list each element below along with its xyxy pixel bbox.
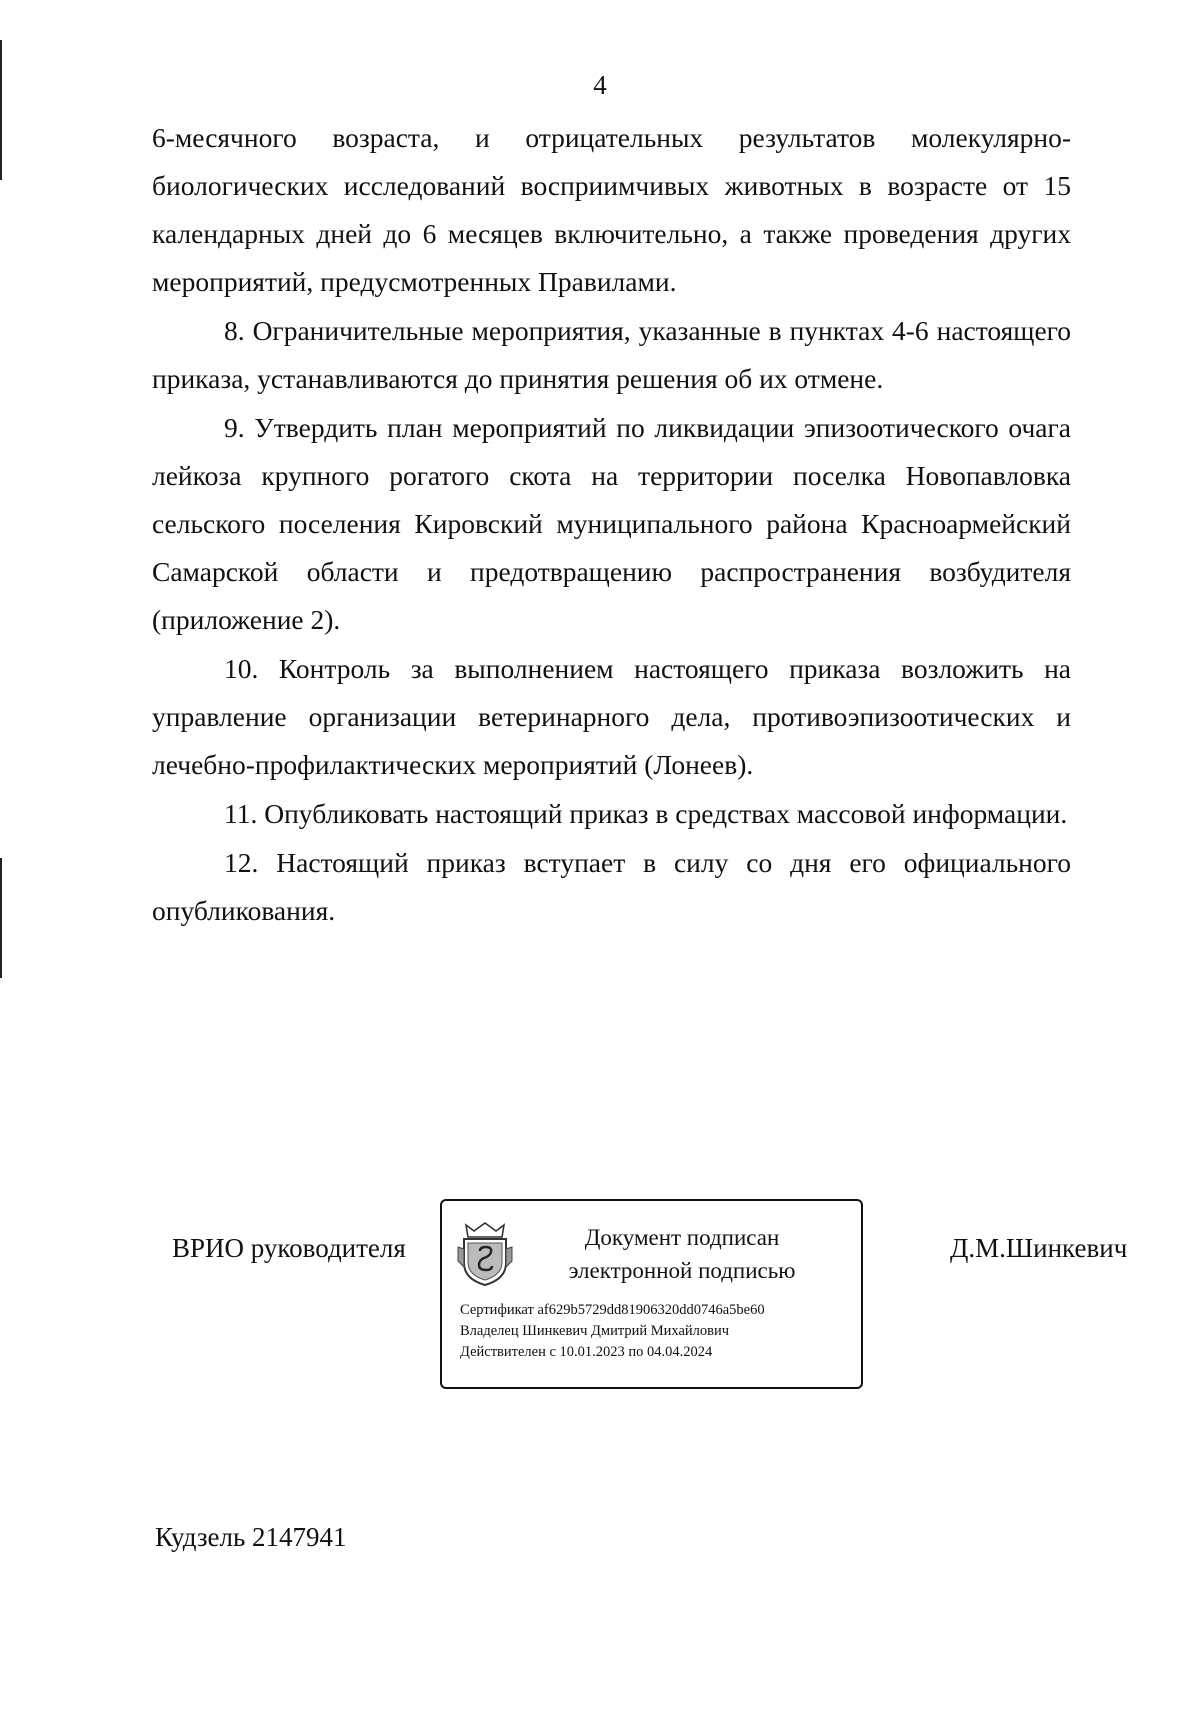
executor-note: Кудзель 2147941 xyxy=(155,1522,347,1552)
page-number: 4 xyxy=(593,70,607,100)
body-paragraph: 10. Контроль за выполнением настоящего приказа возложить на управление организации ветеринарного дела, противоэпизоотических и лечебно-профилактических мероприятий (Лонеев). xyxy=(152,653,1071,780)
stamp-validity: Действителен с 10.01.2023 по 04.04.2024 xyxy=(460,1344,713,1360)
stamp-heading-line1: Документ подписан xyxy=(584,1225,780,1250)
samara-coat-of-arms-icon xyxy=(456,1221,514,1287)
document-body xyxy=(152,114,1071,935)
body-paragraph: 11. Опубликовать настоящий приказ в средствах массовой информации. xyxy=(224,798,1068,829)
body-paragraph: 9. Утвердить план мероприятий по ликвидации эпизоотического очага лейкоза крупного рогатого скота на территории поселка Новопавловка сельского поселения Кировский муниципального района Красноармейский Самарской области и предотвращению распространения возбудителя (приложение 2). xyxy=(152,412,1071,635)
scan-edge-mark xyxy=(0,858,2,978)
signer-name: Д.М.Шинкевич xyxy=(950,1233,1128,1263)
body-paragraph: 12. Настоящий приказ вступает в силу со дня его официального опубликования. xyxy=(152,847,1071,926)
stamp-owner: Владелец Шинкевич Дмитрий Михайлович xyxy=(460,1323,730,1339)
stamp-heading-line2: электронной подписью xyxy=(568,1258,796,1283)
stamp-certificate: Сертификат af629b5729dd81906320dd0746a5be60 xyxy=(460,1302,765,1318)
electronic-signature-stamp xyxy=(440,1199,863,1389)
stamp-heading xyxy=(522,1221,842,1287)
body-paragraph: 8. Ограничительные мероприятия, указанные в пунктах 4-6 настоящего приказа, устанавливаются до принятия решения об их отмене. xyxy=(152,315,1071,394)
body-paragraph: 6-месячного возраста, и отрицательных результатов молекулярно-биологических исследований восприимчивых животных в возрасте от 15 календарных дней до 6 месяцев включительно, а также проведения других мероприятий, предусмотренных Правилами. xyxy=(152,122,1071,297)
scan-edge-mark xyxy=(0,40,2,180)
signer-title: ВРИО руководителя xyxy=(172,1233,406,1263)
